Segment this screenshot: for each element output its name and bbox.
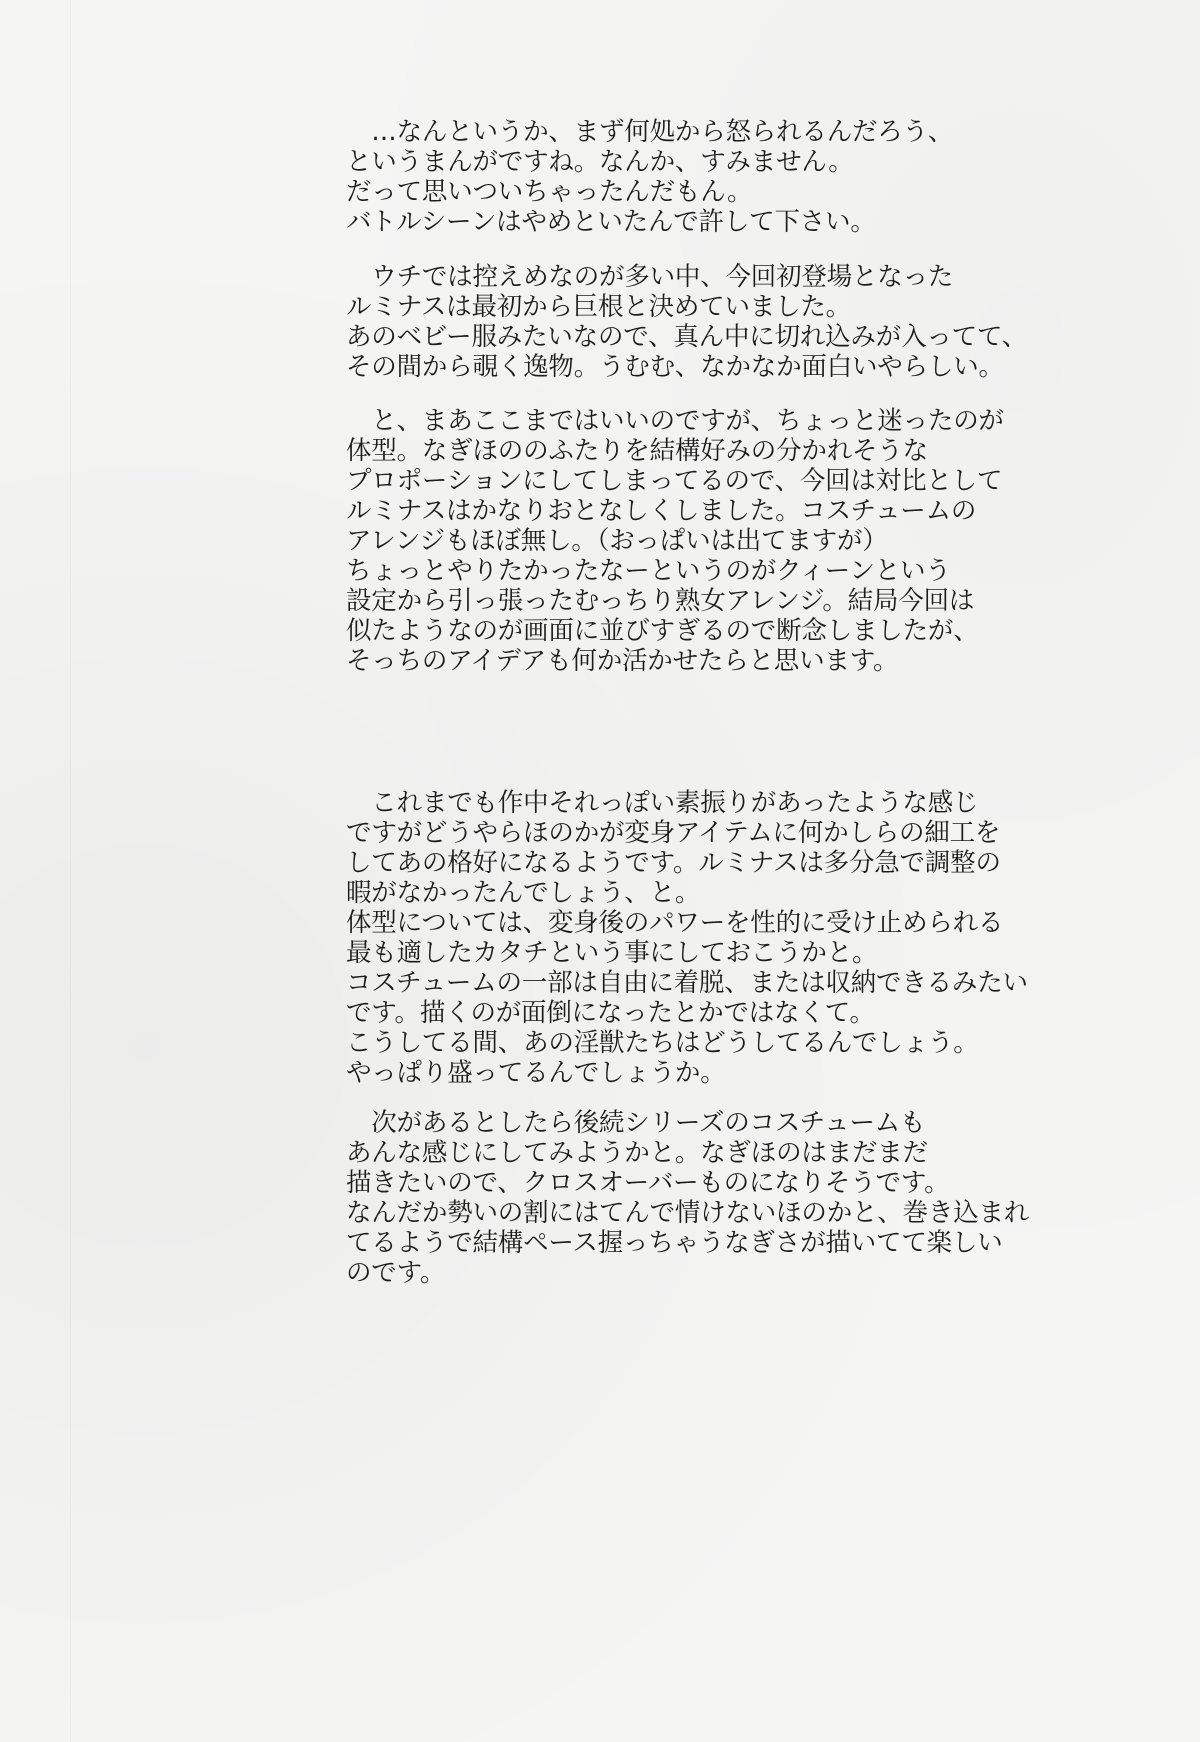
text-line: そっちのアイデアも何か活かせたらと思います。 bbox=[346, 646, 899, 676]
text-line: と、まあここまではいいのですが、ちょっと迷ったのが bbox=[346, 406, 1004, 436]
text-line: 暇がなかったんでしょう、と。 bbox=[346, 878, 701, 908]
text-line: 描きたいので、クロスオーバーものになりそうです。 bbox=[346, 1168, 950, 1198]
text-line: 体型。なぎほののふたりを結構好みの分かれそうな bbox=[346, 436, 928, 466]
paragraph-5 bbox=[346, 1108, 1066, 1288]
text-line: アレンジもほぼ無し。（おっぱいは出てますが） bbox=[346, 526, 888, 556]
text-line: 体型については、変身後のパワーを性的に受け止められる bbox=[346, 908, 1004, 938]
text-line: ですがどうやらほのかが変身アイテムに何かしらの細工を bbox=[346, 818, 1001, 848]
text-line: ルミナスは最初から巨根と決めていました。 bbox=[346, 292, 851, 322]
text-line: やっぱり盛ってるんでしょうか。 bbox=[346, 1058, 726, 1088]
text-line: だって思いついちゃったんだもん。 bbox=[346, 177, 753, 207]
text-line: てるようで結構ペース握っちゃうなぎさが描いてて楽しい bbox=[346, 1228, 1003, 1258]
text-line: のです。 bbox=[346, 1258, 446, 1288]
paragraph-2 bbox=[346, 262, 1066, 382]
text-line: というまんがですね。なんか、すみません。 bbox=[346, 147, 854, 177]
text-line: …なんというか、まず何処から怒られるんだろう、 bbox=[346, 117, 954, 147]
text-line: です。描くのが面倒になったとかではなくて。 bbox=[346, 998, 875, 1028]
paragraph-1 bbox=[346, 117, 1066, 237]
text-line: これまでも作中それっぽい素振りがあったような感じ bbox=[346, 788, 979, 818]
text-line: こうしてる間、あの淫獣たちはどうしてるんでしょう。 bbox=[346, 1028, 979, 1058]
paragraph-4 bbox=[346, 788, 1066, 1088]
text-line: 設定から引っ張ったむっちり熟女アレンジ。結局今回は bbox=[346, 586, 975, 616]
text-line: ちょっとやりたかったなーというのがクィーンという bbox=[346, 556, 951, 586]
text-line: なんだか勢いの割にはてんで情けないほのかと、巻き込まれ bbox=[346, 1198, 1030, 1228]
text-line: その間から覗く逸物。うむむ、なかなか面白いやらしい。 bbox=[346, 352, 1004, 382]
text-line: ルミナスはかなりおとなしくしました。コスチュームの bbox=[346, 496, 977, 526]
text-line: してあの格好になるようです。ルミナスは多分急で調整の bbox=[346, 848, 1001, 878]
paragraph-3 bbox=[346, 406, 1066, 676]
text-line: 最も適したカタチという事にしておこうかと。 bbox=[346, 938, 878, 968]
text-line: 次があるとしたら後続シリーズのコスチュームも bbox=[346, 1108, 926, 1138]
text-line: バトルシーンはやめといたんで許して下さい。 bbox=[346, 207, 876, 237]
text-line: プロポーションにしてしまってるので、今回は対比として bbox=[346, 466, 1003, 496]
text-line: コスチュームの一部は自由に着脱、または収納できるみたい bbox=[346, 968, 1028, 998]
text-line: あんな感じにしてみようかと。なぎほのはまだまだ bbox=[346, 1138, 928, 1168]
text-line: 似たようなのが画面に並びすぎるので断念しましたが、 bbox=[346, 616, 979, 646]
text-line: あのベビー服みたいなので、真ん中に切れ込みが入ってて、 bbox=[346, 322, 1028, 352]
text-line: ウチでは控えめなのが多い中、今回初登場となった bbox=[346, 262, 954, 292]
